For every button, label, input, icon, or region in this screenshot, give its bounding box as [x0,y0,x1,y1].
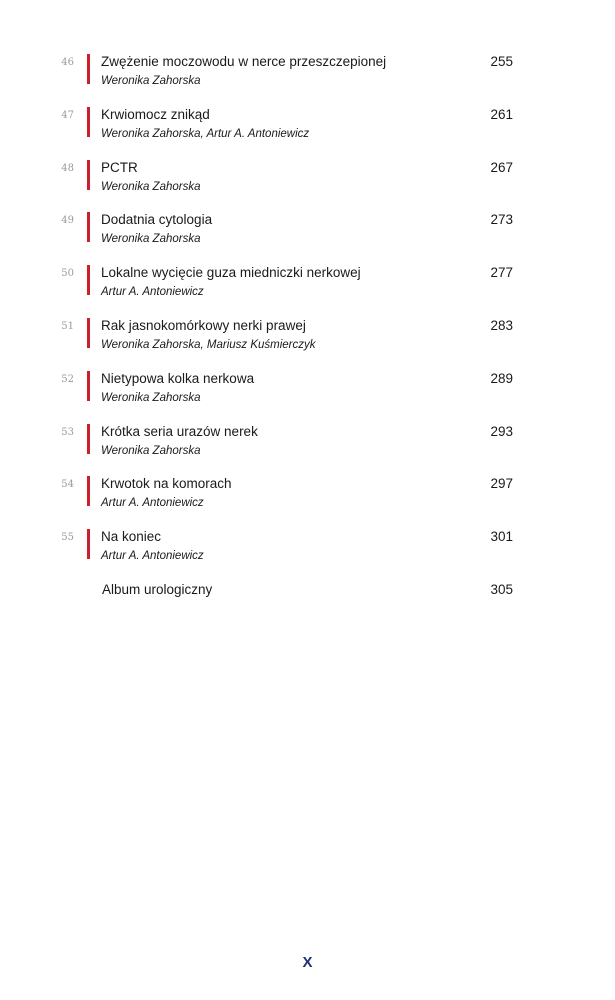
chapter-number: 54 [61,479,74,490]
chapter-author: Weronika Zahorska, Mariusz Kuśmierczyk [101,339,316,351]
chapter-author: Artur A. Antoniewicz [101,286,204,298]
accent-bar [87,476,90,506]
chapter-number: 47 [61,110,74,121]
accent-bar [87,160,90,190]
toc-entry [0,212,615,256]
chapter-number: 48 [61,163,74,174]
toc-entry [0,318,615,362]
chapter-number: 52 [61,374,74,385]
toc-entry [0,371,615,415]
toc-entry [0,476,615,520]
toc-entry [0,54,615,98]
page-number: 273 [490,212,513,227]
chapter-number: 51 [61,321,74,332]
toc-appendix [0,582,615,626]
chapter-author: Weronika Zahorska [101,75,201,87]
chapter-title: Lokalne wycięcie guza miedniczki nerkowej [101,265,361,280]
chapter-title: Krwotok na komorach [101,476,232,491]
accent-bar [87,529,90,559]
chapter-title: Krwiomocz znikąd [101,107,210,122]
chapter-author: Weronika Zahorska [101,233,201,245]
page-number: 293 [490,424,513,439]
chapter-author: Weronika Zahorska [101,181,201,193]
page-number: 297 [490,476,513,491]
chapter-number: 53 [61,427,74,438]
accent-bar [87,54,90,84]
chapter-number: 50 [61,268,74,279]
chapter-author: Artur A. Antoniewicz [101,497,204,509]
folio: X [302,954,313,971]
chapter-number: 49 [61,215,74,226]
toc-entry [0,529,615,573]
chapter-number: 55 [61,532,74,543]
accent-bar [87,265,90,295]
toc-entry [0,424,615,468]
page-number: 301 [490,529,513,544]
accent-bar [87,212,90,242]
appendix-title: Album urologiczny [102,582,213,597]
toc-entry [0,265,615,309]
toc-entry [0,107,615,151]
page-number: 289 [490,371,513,386]
accent-bar [87,424,90,454]
accent-bar [87,107,90,137]
toc-entry [0,160,615,204]
chapter-author: Weronika Zahorska [101,392,201,404]
appendix-page-number: 305 [490,582,513,597]
page-number: 255 [490,54,513,69]
accent-bar [87,371,90,401]
chapter-title: PCTR [101,160,138,175]
chapter-number: 46 [61,57,74,68]
chapter-author: Weronika Zahorska [101,445,201,457]
chapter-title: Na koniec [101,529,162,544]
page-number: 267 [490,160,513,175]
page-number: 283 [490,318,513,333]
accent-bar [87,318,90,348]
chapter-title: Rak jasnokomórkowy nerki prawej [101,318,306,333]
page-number: 277 [490,265,513,280]
chapter-title: Zwężenie moczowodu w nerce przeszczepionej [101,54,387,69]
chapter-title: Dodatnia cytologia [101,212,213,227]
page-number: 261 [490,107,513,122]
chapter-author: Artur A. Antoniewicz [101,550,204,562]
chapter-title: Krótka seria urazów nerek [101,424,258,439]
chapter-title: Nietypowa kolka nerkowa [101,371,255,386]
chapter-author: Weronika Zahorska, Artur A. Antoniewicz [101,128,310,140]
